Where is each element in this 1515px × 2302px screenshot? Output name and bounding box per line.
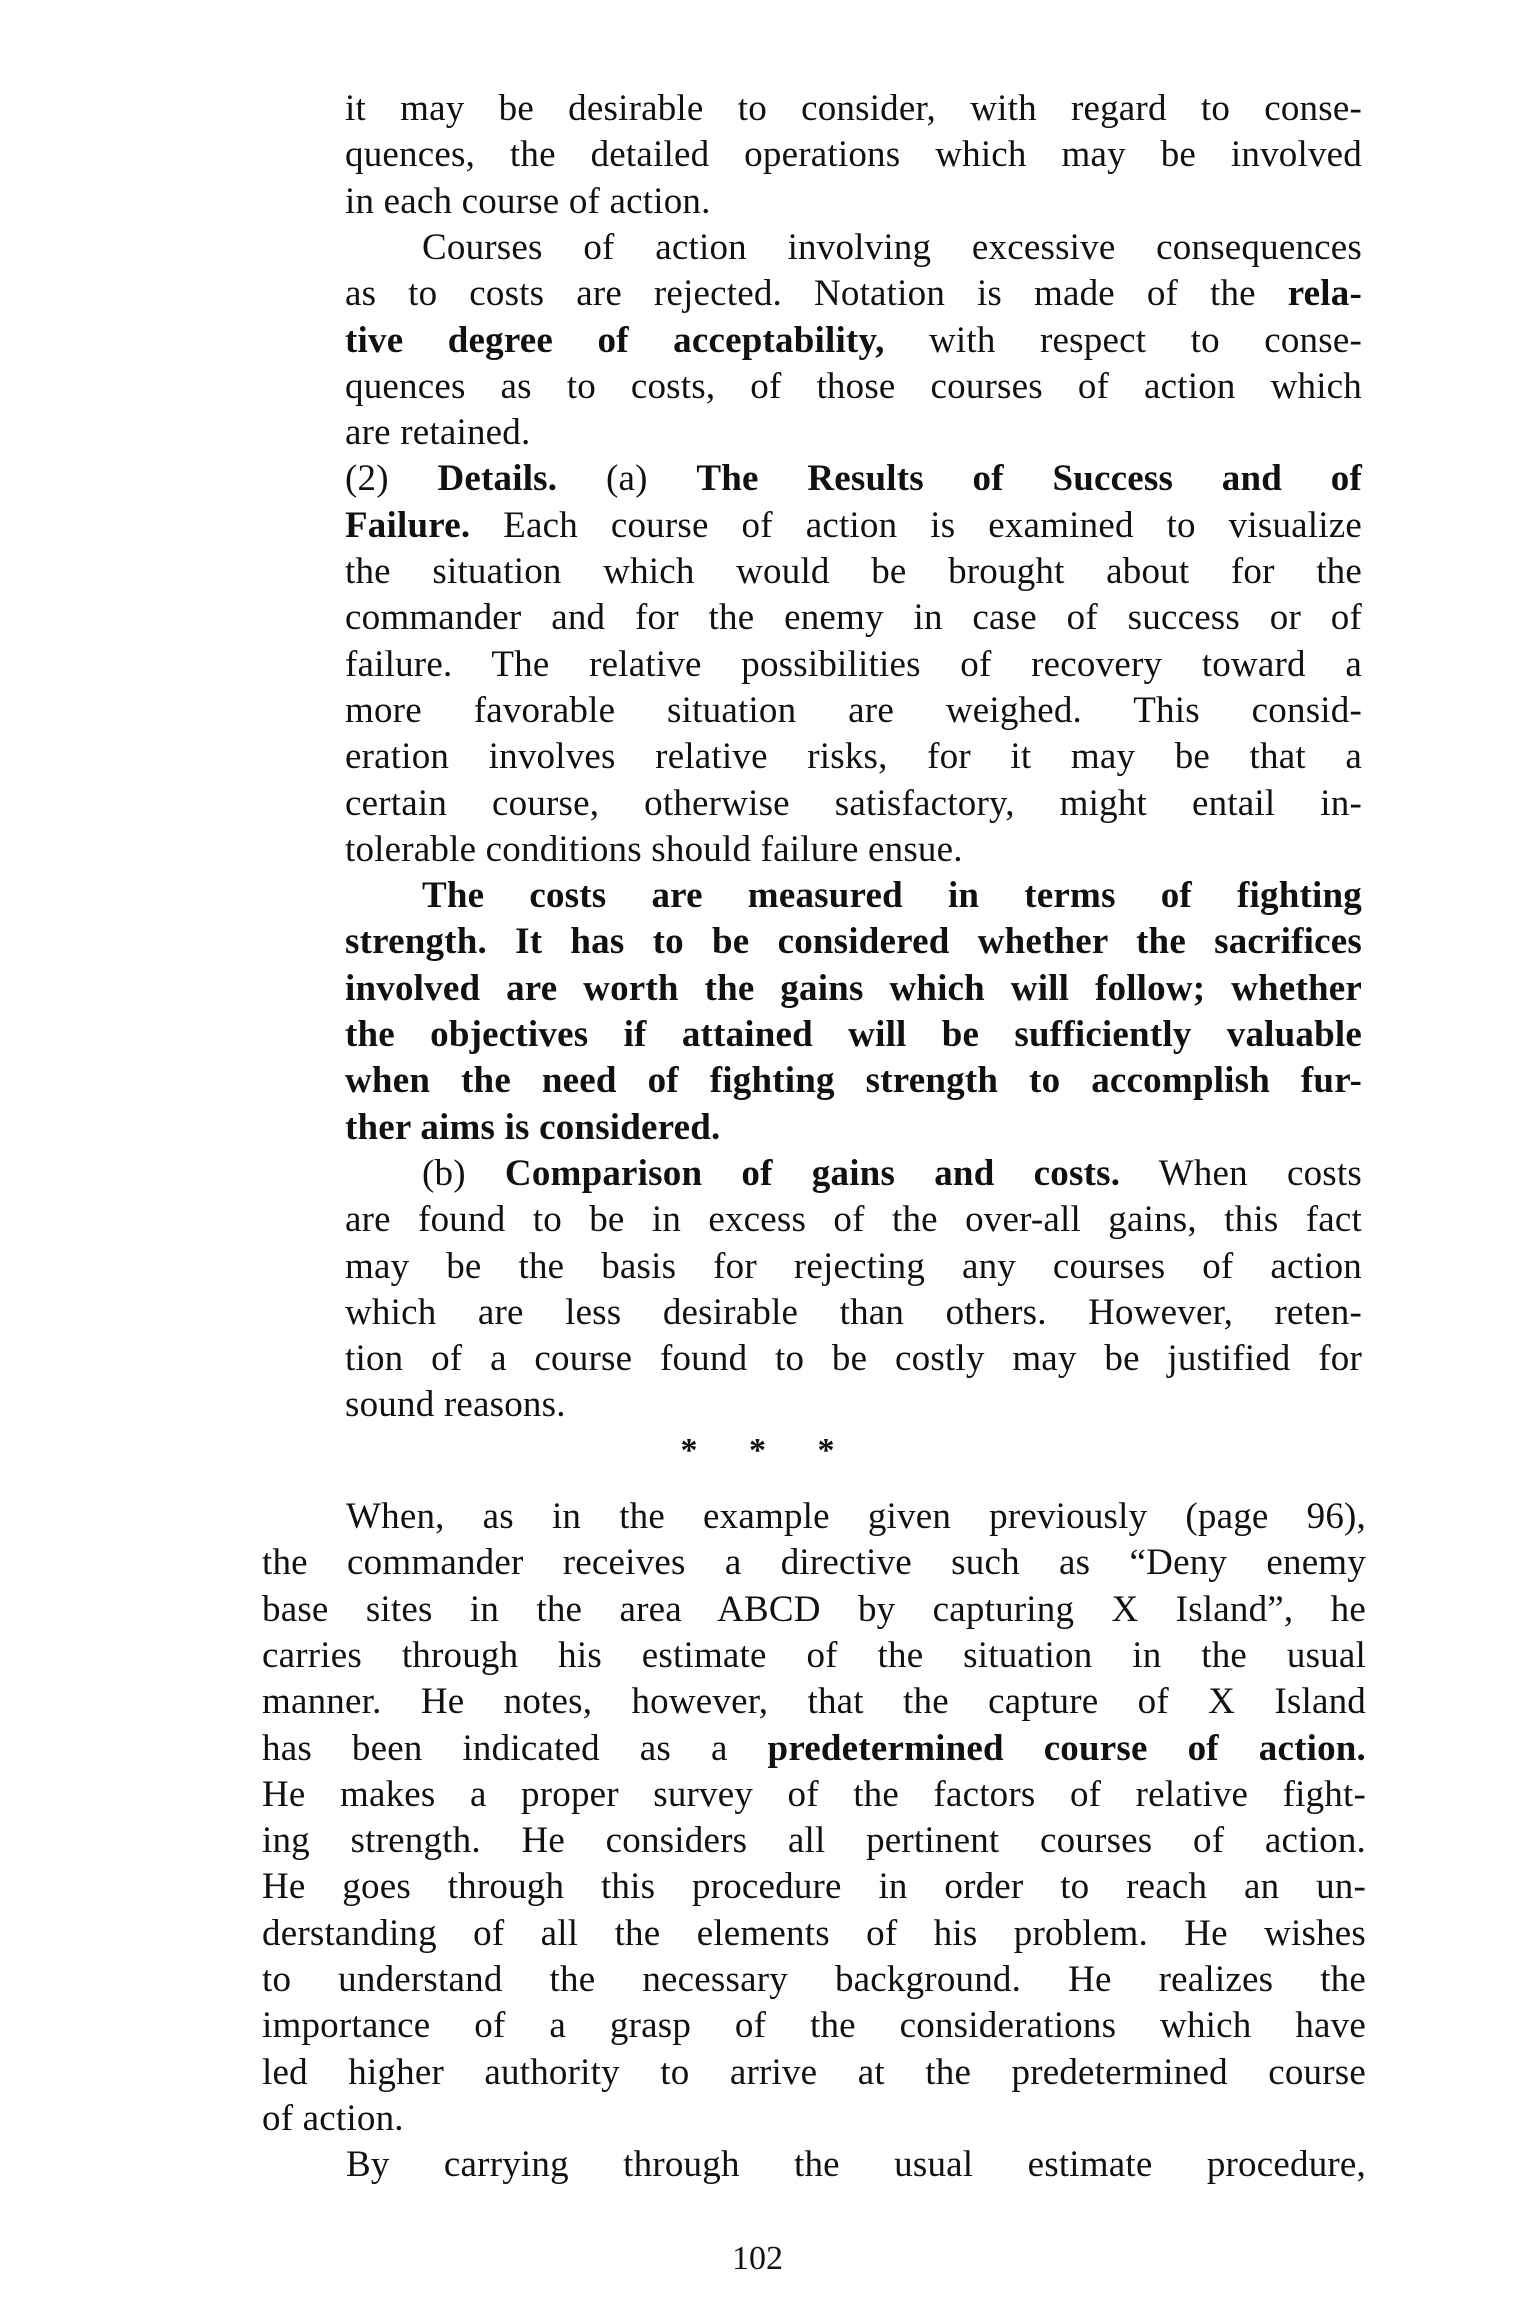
text-line xyxy=(345,781,1362,827)
text-line xyxy=(422,1151,1362,1197)
body-text: it may be desirable to consider, with regard to conse- xyxy=(345,88,1362,129)
bold-text: Details. xyxy=(437,458,558,500)
body-text: sound reasons. xyxy=(345,1384,566,1426)
body-text: importance of a grasp of the considerations which have xyxy=(262,2005,1366,2047)
text-line xyxy=(262,1864,1366,1910)
bold-text: Failure. xyxy=(345,504,471,546)
section-separator xyxy=(0,1432,1515,1470)
body-text: He makes a proper survey of the factors of relative fight- xyxy=(262,1773,1366,1815)
body-text: carries through his estimate of the situation in the usual xyxy=(262,1634,1366,1676)
body-text: (2) xyxy=(345,458,438,500)
body-text: By carrying through the usual estimate procedure, xyxy=(346,2144,1366,2186)
text-line xyxy=(345,642,1362,688)
text-line xyxy=(345,549,1362,595)
text-line xyxy=(345,595,1362,641)
body-text: When costs xyxy=(1120,1152,1362,1194)
text-line xyxy=(345,503,1362,549)
text-line xyxy=(262,2003,1366,2049)
text-line xyxy=(345,132,1362,178)
text-line xyxy=(262,1633,1366,1679)
body-text: in each course of action. xyxy=(345,180,711,222)
body-text: are retained. xyxy=(345,412,531,454)
text-line xyxy=(422,873,1362,919)
bold-text: rela- xyxy=(1287,273,1362,315)
body-text: are found to be in excess of the over-all gains, this fact xyxy=(345,1199,1362,1241)
text-line xyxy=(345,1290,1362,1336)
text-line xyxy=(345,1382,1362,1428)
text-line xyxy=(345,688,1362,734)
body-text: He goes through this procedure in order to reach an un- xyxy=(262,1866,1366,1908)
bold-text: the objectives if attained will be sufficiently valuable xyxy=(345,1014,1362,1055)
bold-text: predetermined course of action. xyxy=(767,1727,1366,1769)
text-line xyxy=(345,1197,1362,1243)
body-text: tion of a course found to be costly may be justified for xyxy=(345,1338,1362,1380)
bold-text: involved are worth the gains which will follow; whether xyxy=(345,967,1362,1009)
body-text: When, as in the example given previously (page 96), xyxy=(346,1496,1366,1537)
text-line xyxy=(262,1540,1366,1586)
bold-text: Comparison of gains and costs. xyxy=(504,1152,1121,1194)
text-line xyxy=(345,318,1362,364)
body-text: commander and for the enemy in case of success or of xyxy=(345,597,1362,639)
body-text: has been indicated as a xyxy=(262,1727,768,1769)
body-text: eration involves relative risks, for it may be that a xyxy=(345,736,1362,778)
text-line xyxy=(262,1911,1366,1957)
text-line xyxy=(345,1012,1362,1058)
body-text: may be the basis for rejecting any courses of action xyxy=(345,1245,1362,1287)
bold-text: when the need of fighting strength to accomplish fur- xyxy=(345,1060,1362,1102)
body-text: derstanding of all the elements of his problem. He wishes xyxy=(262,1912,1366,1954)
text-line xyxy=(345,827,1362,873)
page-number: 102 xyxy=(732,2240,783,2277)
text-line xyxy=(346,1494,1366,1540)
body-text: which are less desirable than others. However, reten- xyxy=(345,1291,1362,1333)
body-text: with respect to conse- xyxy=(884,319,1362,361)
body-text: tolerable conditions should failure ensue. xyxy=(345,828,963,870)
body-text: to understand the necessary background. He realizes the xyxy=(262,1959,1366,2000)
bold-text: The Results of Success and of xyxy=(696,458,1362,500)
text-line xyxy=(345,410,1362,456)
body-text: Courses of action involving excessive consequences xyxy=(422,226,1362,268)
text-line xyxy=(345,364,1362,410)
body-text: as to costs are rejected. Notation is made of the xyxy=(345,273,1288,315)
text-line xyxy=(345,1058,1362,1104)
body-text: quences, the detailed operations which may be involved xyxy=(345,134,1362,176)
body-text: the situation which would be brought about for the xyxy=(345,551,1362,592)
bold-text: strength. It has to be considered whether the sacrifices xyxy=(345,921,1362,963)
body-text: Each course of action is examined to visualize xyxy=(470,504,1362,546)
text-line xyxy=(345,1244,1362,1290)
body-text: failure. The relative possibilities of recovery toward a xyxy=(345,643,1362,685)
body-text: led higher authority to arrive at the predetermined course xyxy=(262,2051,1366,2093)
text-line xyxy=(262,1818,1366,1864)
text-line xyxy=(262,1772,1366,1818)
text-line xyxy=(345,271,1362,317)
text-line xyxy=(262,2096,1366,2142)
text-line xyxy=(345,1105,1362,1151)
body-text: of action. xyxy=(262,2097,404,2139)
text-line xyxy=(345,456,1362,502)
text-line xyxy=(262,1587,1366,1633)
text-line xyxy=(345,1336,1362,1382)
body-text: ing strength. He considers all pertinent courses of action. xyxy=(262,1820,1366,1862)
body-text: (b) xyxy=(422,1152,505,1194)
separator-asterisk: * xyxy=(680,1432,698,1469)
body-text: (a) xyxy=(557,458,697,500)
text-line xyxy=(262,1957,1366,2003)
body-text: quences as to costs, of those courses of action which xyxy=(345,365,1362,407)
bold-text: ther aims is considered. xyxy=(345,1106,721,1148)
text-line xyxy=(345,86,1362,132)
bold-text: The costs are measured in terms of fighting xyxy=(422,875,1362,917)
text-line xyxy=(345,919,1362,965)
text-line xyxy=(422,225,1362,271)
text-line xyxy=(345,734,1362,780)
separator-asterisk: * xyxy=(749,1432,766,1469)
text-line xyxy=(262,1679,1366,1725)
body-text: certain course, otherwise satisfactory, might entail in- xyxy=(345,782,1362,824)
text-line xyxy=(262,2050,1366,2096)
bold-text: tive degree of acceptability, xyxy=(345,319,885,361)
text-line xyxy=(345,179,1362,225)
body-text: the commander receives a directive such as “Deny enemy xyxy=(262,1542,1366,1584)
body-text: base sites in the area ABCD by capturing X Island”, he xyxy=(262,1588,1366,1630)
body-text: more favorable situation are weighed. This consid- xyxy=(345,689,1362,731)
text-line xyxy=(262,1726,1366,1772)
separator-asterisk: * xyxy=(817,1432,835,1469)
body-text: manner. He notes, however, that the capture of X Island xyxy=(262,1681,1366,1723)
text-line xyxy=(345,966,1362,1012)
text-line xyxy=(346,2142,1366,2188)
